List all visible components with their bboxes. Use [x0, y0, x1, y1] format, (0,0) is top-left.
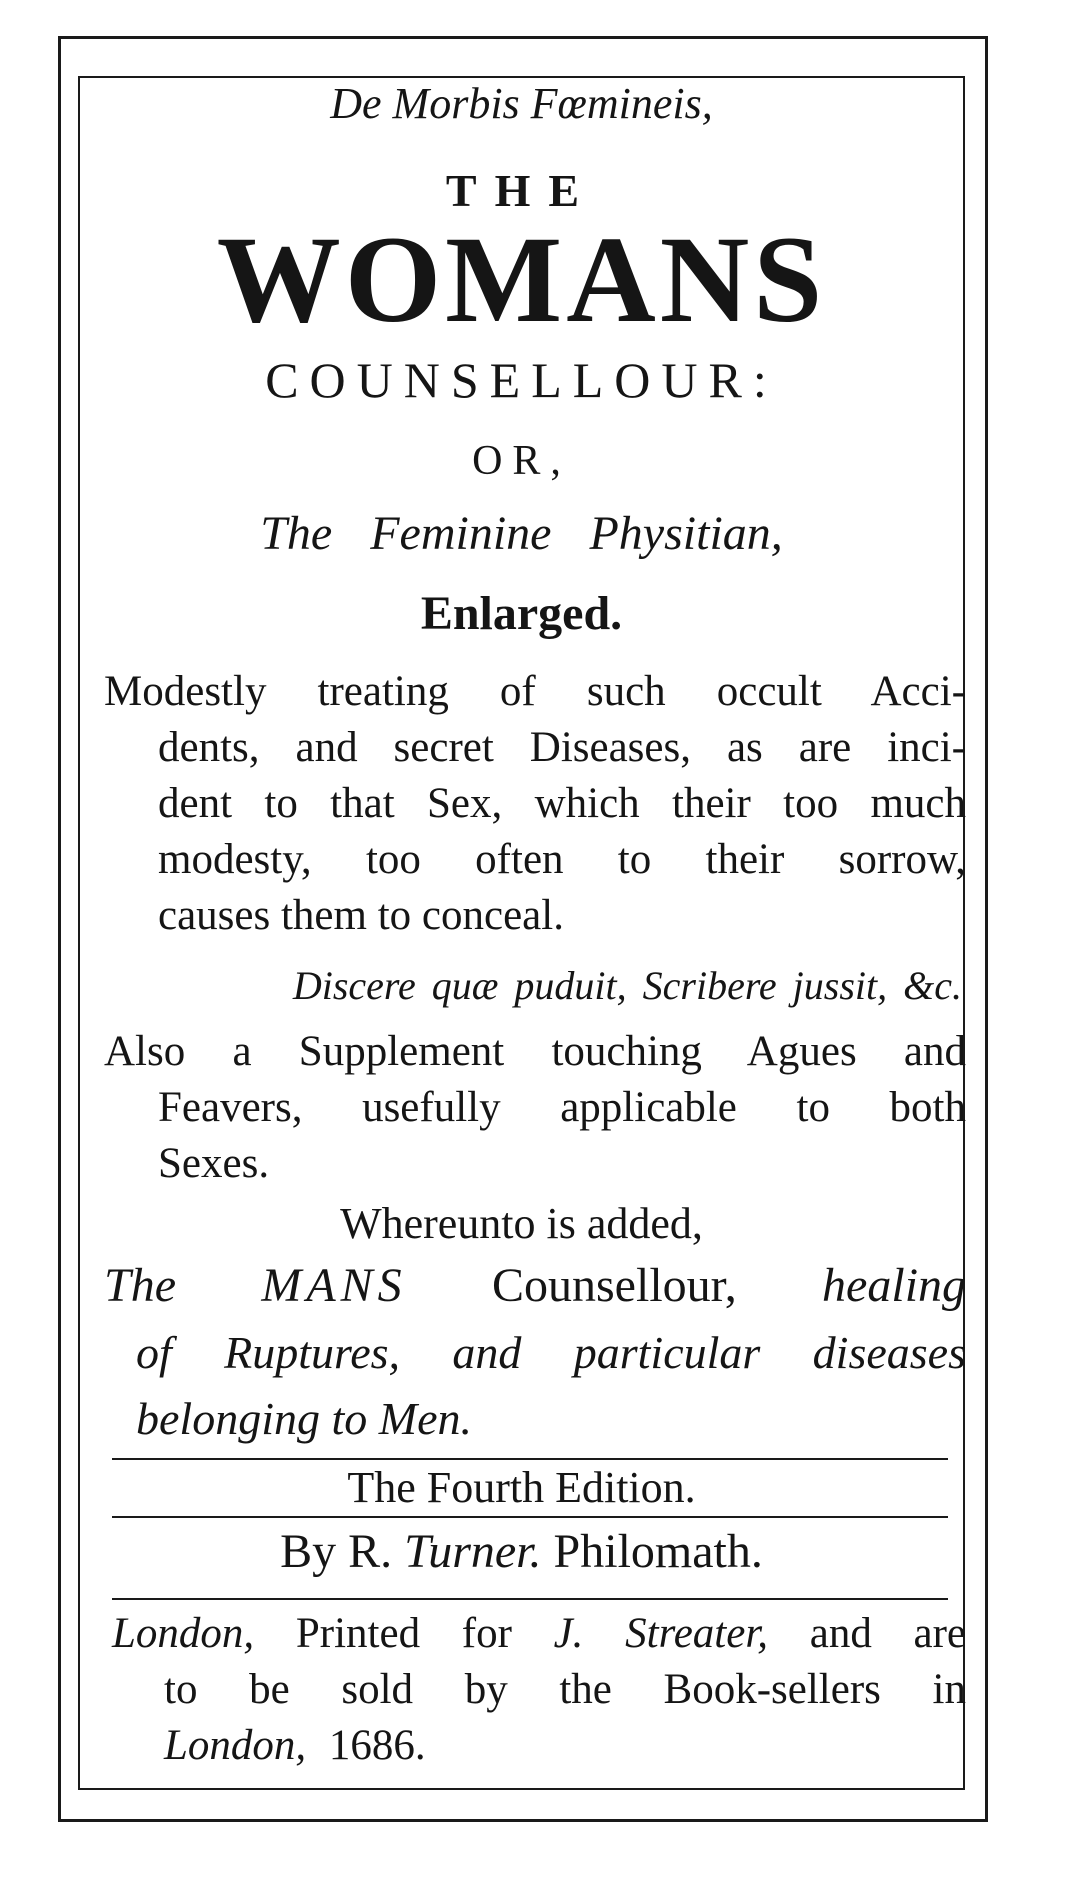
rule-2 [112, 1516, 948, 1518]
author-by: By R. [280, 1525, 393, 1578]
title-or: OR, [472, 438, 571, 484]
whereunto-line: Whereunto is added, [340, 1199, 703, 1248]
title-counsellour: COUNSELLOUR: [265, 352, 778, 408]
imprint-place-2: London, [164, 1722, 307, 1769]
author-name: Turner. [404, 1525, 542, 1578]
description-line-1: Modestly treating of such occult Acci- [104, 668, 966, 715]
description-line-4: modesty, too often to their sorrow, [158, 836, 966, 883]
title-womans: WOMANS [216, 211, 827, 348]
mans-counsellour: Counsellour, [491, 1259, 737, 1312]
mans-suffix: healing [822, 1259, 967, 1312]
imprint-line-2: to be sold by the Book-sellers in [164, 1666, 966, 1713]
mans-counsellour-line [104, 1259, 967, 1312]
supplement-line-3: Sexes. [158, 1140, 270, 1187]
subtitle-feminine-physitian: The Feminine Physitian, [260, 507, 783, 560]
imprint-printed-for: Printed for [295, 1610, 512, 1657]
description-line-5: causes them to conceal. [158, 892, 564, 939]
imprint-printer: J. Streater, [553, 1610, 769, 1657]
author-title: Philomath. [553, 1525, 763, 1578]
imprint-year: 1686. [328, 1722, 426, 1769]
belonging-line: belonging to Men. [136, 1393, 472, 1444]
supplement-line-1: Also a Supplement touching Agues and [104, 1028, 966, 1075]
latin-heading: De Morbis Fœmineis, [330, 79, 713, 128]
imprint-line-1 [112, 1612, 966, 1655]
rule-3 [112, 1598, 948, 1600]
supplement-line-2: Feavers, usefully applicable to both [158, 1084, 966, 1131]
mans-prefix: The [104, 1259, 176, 1312]
ruptures-line: of Ruptures, and particular diseases [136, 1327, 966, 1378]
title-the: THE [445, 165, 598, 216]
edition-line: The Fourth Edition. [347, 1463, 696, 1512]
imprint-line-3 [164, 1724, 426, 1767]
imprint-and-are: and are [809, 1610, 966, 1657]
imprint-place-1: London, [112, 1610, 255, 1657]
rule-1 [112, 1458, 948, 1460]
subtitle-enlarged: Enlarged. [420, 587, 623, 640]
author-line [80, 1525, 963, 1578]
latin-motto: Discere quæ puduit, Scribere jussit, &c. [292, 963, 962, 1008]
description-line-2: dents, and secret Diseases, as are inci- [158, 724, 966, 771]
mans-word: MANS [261, 1259, 407, 1312]
description-line-3: dent to that Sex, which their too much [158, 780, 966, 827]
